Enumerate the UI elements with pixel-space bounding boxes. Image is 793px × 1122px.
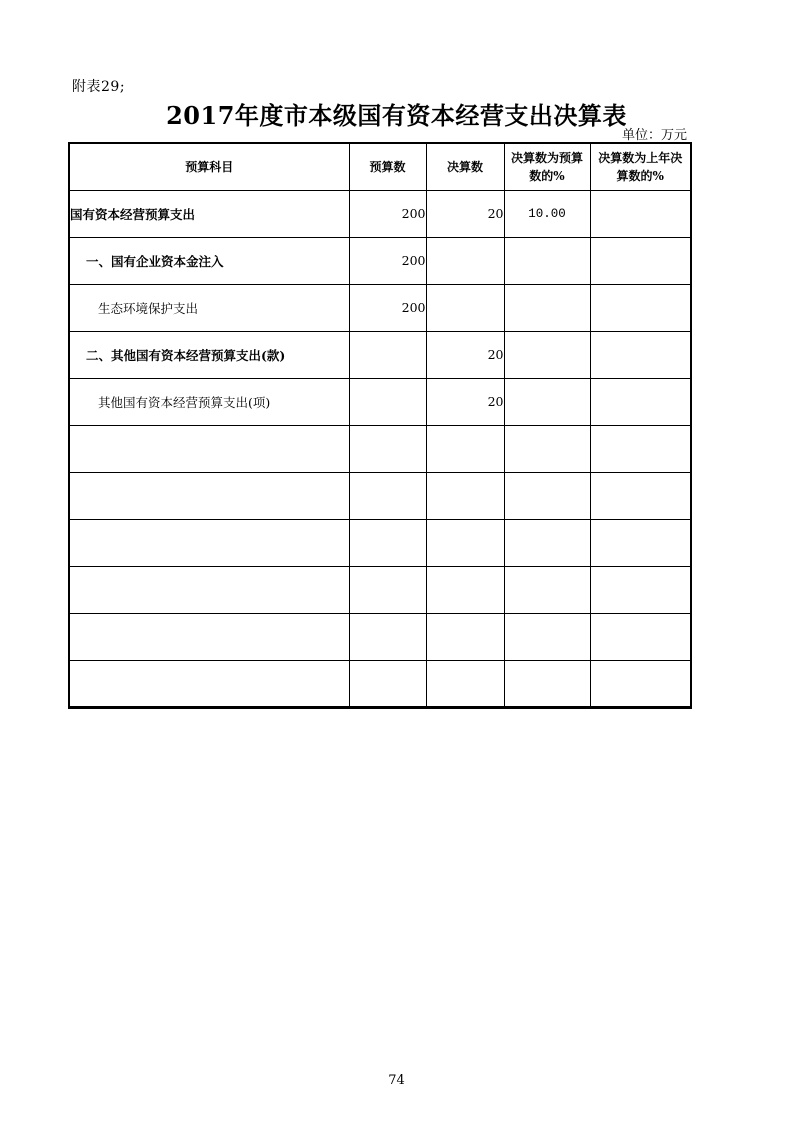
row-final bbox=[426, 566, 504, 613]
row-final bbox=[426, 425, 504, 472]
table-row bbox=[69, 566, 691, 613]
table-row bbox=[69, 425, 691, 472]
budget-table bbox=[68, 142, 692, 709]
header-budget: 预算数 bbox=[349, 143, 426, 190]
table-header-row bbox=[69, 143, 691, 190]
table-row bbox=[69, 378, 691, 425]
row-pct-of-prev-year bbox=[590, 472, 691, 519]
row-pct-of-prev-year bbox=[590, 566, 691, 613]
row-final bbox=[426, 519, 504, 566]
annex-label: 附表29; bbox=[72, 79, 126, 95]
row-pct-of-budget: 10.00 bbox=[504, 190, 590, 237]
row-subject bbox=[69, 660, 349, 707]
row-pct-of-budget bbox=[504, 519, 590, 566]
page-title: 2017年度市本级国有资本经营支出决算表 bbox=[166, 101, 627, 130]
row-pct-of-budget bbox=[504, 566, 590, 613]
row-final: 20 bbox=[426, 378, 504, 425]
row-pct-of-prev-year bbox=[590, 378, 691, 425]
header-pct-of-budget bbox=[504, 143, 590, 190]
unit-label: 单位：万元 bbox=[621, 128, 687, 143]
table-row bbox=[69, 331, 691, 378]
row-pct-of-budget bbox=[504, 472, 590, 519]
row-subject: 生态环境保护支出 bbox=[69, 284, 349, 331]
row-subject bbox=[69, 519, 349, 566]
row-subject: 其他国有资本经营预算支出(项) bbox=[69, 378, 349, 425]
row-final: 20 bbox=[426, 331, 504, 378]
table-row bbox=[69, 519, 691, 566]
row-subject bbox=[69, 472, 349, 519]
row-final bbox=[426, 613, 504, 660]
row-budget: 200 bbox=[349, 190, 426, 237]
row-budget: 200 bbox=[349, 284, 426, 331]
row-subject bbox=[69, 566, 349, 613]
row-pct-of-prev-year bbox=[590, 331, 691, 378]
row-budget bbox=[349, 519, 426, 566]
row-budget bbox=[349, 660, 426, 707]
header-pct-of-budget-line1: 决算数为预算 bbox=[510, 150, 583, 165]
page-number: 74 bbox=[388, 1073, 405, 1088]
row-subject bbox=[69, 425, 349, 472]
row-budget bbox=[349, 566, 426, 613]
header-final: 决算数 bbox=[426, 143, 504, 190]
row-subject: 一、国有企业资本金注入 bbox=[69, 237, 349, 284]
row-budget: 200 bbox=[349, 237, 426, 284]
row-budget bbox=[349, 613, 426, 660]
table-row bbox=[69, 190, 691, 237]
row-pct-of-prev-year bbox=[590, 284, 691, 331]
row-pct-of-budget bbox=[504, 237, 590, 284]
row-pct-of-prev-year bbox=[590, 425, 691, 472]
row-pct-of-prev-year bbox=[590, 660, 691, 707]
row-final bbox=[426, 660, 504, 707]
table-row bbox=[69, 237, 691, 284]
row-pct-of-prev-year bbox=[590, 613, 691, 660]
row-pct-of-budget bbox=[504, 425, 590, 472]
table-row bbox=[69, 472, 691, 519]
row-budget bbox=[349, 472, 426, 519]
row-budget bbox=[349, 378, 426, 425]
header-pct-of-prev-year-line2: 算数的% bbox=[616, 168, 664, 183]
header-pct-of-prev-year-line1: 决算数为上年决 bbox=[598, 150, 683, 165]
table-row bbox=[69, 613, 691, 660]
header-pct-of-prev-year bbox=[590, 143, 691, 190]
row-budget bbox=[349, 425, 426, 472]
row-subject bbox=[69, 613, 349, 660]
row-pct-of-budget bbox=[504, 331, 590, 378]
row-final bbox=[426, 284, 504, 331]
row-subject: 二、其他国有资本经营预算支出(款) bbox=[69, 331, 349, 378]
row-final: 20 bbox=[426, 190, 504, 237]
row-pct-of-budget bbox=[504, 284, 590, 331]
row-pct-of-budget bbox=[504, 378, 590, 425]
table-row bbox=[69, 660, 691, 707]
row-pct-of-prev-year bbox=[590, 519, 691, 566]
row-final bbox=[426, 472, 504, 519]
row-pct-of-prev-year bbox=[590, 190, 691, 237]
header-pct-of-budget-line2: 数的% bbox=[529, 168, 565, 183]
row-final bbox=[426, 237, 504, 284]
row-budget bbox=[349, 331, 426, 378]
table-row bbox=[69, 284, 691, 331]
row-subject: 国有资本经营预算支出 bbox=[69, 190, 349, 237]
row-pct-of-budget bbox=[504, 660, 590, 707]
row-pct-of-prev-year bbox=[590, 237, 691, 284]
row-pct-of-budget bbox=[504, 613, 590, 660]
header-subject: 预算科目 bbox=[69, 143, 349, 190]
